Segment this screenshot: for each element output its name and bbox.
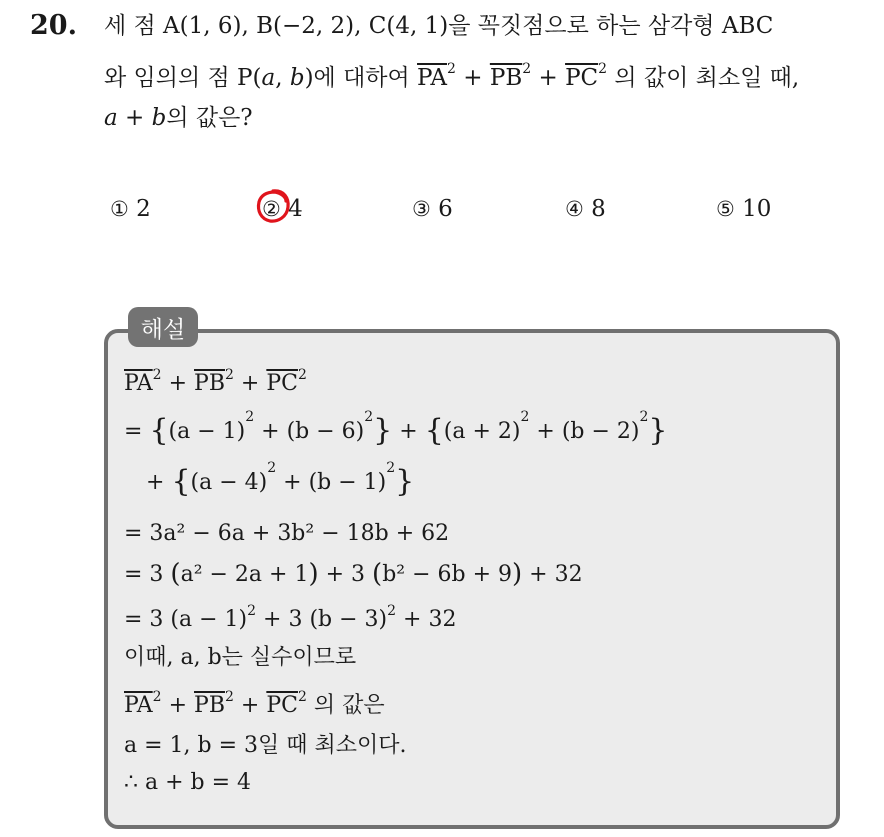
plus: + bbox=[531, 65, 566, 91]
segment-pc: $\overline{PC}$ bbox=[565, 65, 599, 91]
solution-line-9: a = 1, b = 3일 때 최소이다. bbox=[124, 733, 407, 758]
comma: , bbox=[275, 65, 290, 91]
question-line-1: 세 점 A(1, 6), B(−2, 2), C(4, 1)을 꼭짓점으로 하는 삼각형 ABC bbox=[104, 13, 774, 39]
choice-mark: ① bbox=[110, 197, 129, 221]
equals: = bbox=[124, 419, 150, 444]
term: = 3 bbox=[124, 562, 171, 587]
choice-value: 10 bbox=[742, 196, 772, 222]
question-text: )에 대하여 bbox=[304, 65, 418, 91]
plus: + bbox=[392, 419, 425, 444]
choice-mark: ④ bbox=[565, 197, 584, 221]
brace-open: { bbox=[149, 413, 169, 448]
exponent: 2 bbox=[364, 409, 374, 425]
segment-pb: $\overline{PB}$ bbox=[489, 65, 523, 91]
segment-pa: $\overline{PA}$ bbox=[124, 693, 153, 718]
brace-close: } bbox=[395, 464, 415, 499]
question-number: 20. bbox=[30, 10, 77, 41]
brace-open: { bbox=[171, 464, 191, 499]
term: + (b − 2) bbox=[529, 419, 640, 444]
exponent: 2 bbox=[225, 367, 234, 383]
solution-line-4: = 3a² − 6a + 3b² − 18b + 62 bbox=[124, 521, 450, 546]
segment-pa: $\overline{PA}$ bbox=[124, 371, 153, 396]
segment-pb: $\overline{PB}$ bbox=[194, 693, 225, 718]
question-text: 의 값이 최소일 때, bbox=[607, 65, 800, 91]
term: (a − 4) bbox=[190, 470, 268, 495]
exponent: 2 bbox=[447, 61, 456, 77]
solution-text: 의 값은 bbox=[306, 693, 385, 718]
solution-line-1 bbox=[124, 367, 307, 396]
choice-value: 4 bbox=[288, 196, 303, 222]
var-b: b bbox=[289, 65, 305, 91]
term: b² − 6b + 9 bbox=[382, 562, 513, 587]
question-line-3 bbox=[104, 106, 253, 131]
exponent: 2 bbox=[152, 367, 162, 383]
plus: + bbox=[146, 470, 172, 495]
paren-close: ) bbox=[308, 559, 319, 589]
segment-pb: $\overline{PB}$ bbox=[194, 371, 225, 396]
choice-mark: ② bbox=[262, 197, 281, 221]
answer-circle-mark bbox=[253, 186, 293, 226]
solution-line-5 bbox=[124, 560, 583, 589]
term: (a − 1) bbox=[168, 419, 246, 444]
exponent: 2 bbox=[520, 409, 530, 425]
exponent: 2 bbox=[639, 409, 649, 425]
question-text: 의 값은? bbox=[166, 105, 253, 131]
term: + 3 (b − 3) bbox=[256, 607, 388, 632]
segment-pa: $\overline{PA}$ bbox=[417, 65, 448, 91]
exponent: 2 bbox=[245, 409, 255, 425]
plus: + bbox=[161, 693, 195, 718]
choice-mark: ⑤ bbox=[716, 197, 735, 221]
exponent: 2 bbox=[297, 689, 307, 705]
term: + 3 bbox=[318, 562, 373, 587]
choice-value: 8 bbox=[591, 196, 606, 222]
plus: + bbox=[161, 371, 195, 396]
term: a² − 2a + 1 bbox=[180, 562, 309, 587]
term: + 32 bbox=[396, 607, 457, 632]
term: = 3 (a − 1) bbox=[124, 607, 248, 632]
plus: + bbox=[233, 371, 267, 396]
choice-5[interactable] bbox=[716, 196, 771, 222]
choice-1[interactable] bbox=[110, 196, 151, 222]
exponent: 2 bbox=[598, 61, 608, 77]
solution-line-6 bbox=[124, 603, 457, 632]
expr-a-plus-b: a + b bbox=[104, 105, 167, 131]
exponent: 2 bbox=[297, 367, 307, 383]
term: + (b − 1) bbox=[276, 470, 387, 495]
question-text: 와 임의의 점 P( bbox=[104, 65, 262, 91]
solution-line-8 bbox=[124, 689, 385, 718]
exponent: 2 bbox=[386, 460, 396, 476]
paren-close: ) bbox=[512, 559, 523, 589]
exponent: 2 bbox=[387, 603, 397, 619]
exponent: 2 bbox=[247, 603, 257, 619]
paren-open: ( bbox=[372, 559, 383, 589]
choice-4[interactable] bbox=[565, 196, 606, 222]
solution-line-2 bbox=[124, 409, 668, 448]
plus: + bbox=[455, 65, 490, 91]
solution-line-3 bbox=[146, 460, 415, 499]
exponent: 2 bbox=[522, 61, 532, 77]
choice-value: 6 bbox=[438, 196, 453, 222]
solution-line-7: 이때, a, b는 실수이므로 bbox=[124, 645, 357, 670]
var-a: a bbox=[261, 65, 276, 91]
term: + (b − 6) bbox=[254, 419, 365, 444]
choice-mark: ③ bbox=[412, 197, 431, 221]
exponent: 2 bbox=[267, 460, 277, 476]
choice-value: 2 bbox=[136, 196, 151, 222]
exponent: 2 bbox=[225, 689, 234, 705]
question-line-2 bbox=[104, 61, 800, 91]
solution-line-10: ∴ a + b = 4 bbox=[124, 770, 252, 795]
choice-3[interactable] bbox=[412, 196, 453, 222]
plus: + bbox=[233, 693, 267, 718]
paren-open: ( bbox=[170, 559, 181, 589]
segment-pc: $\overline{PC}$ bbox=[266, 371, 298, 396]
solution-tag: 해설 bbox=[128, 307, 198, 347]
term: (a + 2) bbox=[443, 419, 521, 444]
exponent: 2 bbox=[152, 689, 162, 705]
circle-stroke bbox=[258, 191, 288, 221]
brace-open: { bbox=[424, 413, 444, 448]
term: + 32 bbox=[522, 562, 583, 587]
brace-close: } bbox=[373, 413, 393, 448]
brace-close: } bbox=[648, 413, 668, 448]
segment-pc: $\overline{PC}$ bbox=[266, 693, 298, 718]
